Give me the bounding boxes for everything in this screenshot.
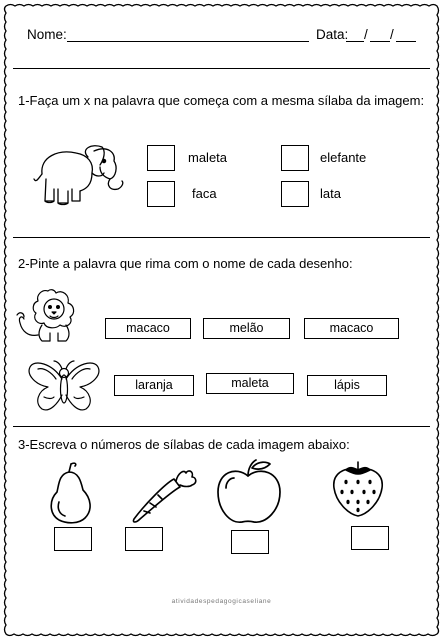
rhyme-word-box[interactable]: maleta <box>206 373 294 394</box>
option-word: elefante <box>320 150 367 165</box>
rhyme-word-box[interactable]: melão <box>203 318 290 339</box>
rhyme-word-box[interactable]: macaco <box>105 318 191 339</box>
syllable-answer-box[interactable] <box>351 526 389 550</box>
option-word: faca <box>192 186 217 201</box>
date-year-field[interactable] <box>396 41 416 42</box>
separator-line <box>13 68 430 69</box>
date-day-field[interactable] <box>346 41 364 42</box>
checkbox-faca[interactable] <box>147 181 175 207</box>
elephant-image <box>30 139 132 217</box>
carrot-image <box>126 465 198 525</box>
date-separator: / <box>390 27 394 42</box>
checkbox-lata[interactable] <box>281 181 309 207</box>
section1-title: 1-Faça um x na palavra que começa com a mesma sílaba da imagem: <box>18 93 425 108</box>
rhyme-word-box[interactable]: lápis <box>307 375 387 396</box>
date-label: Data: <box>316 27 349 42</box>
lion-image <box>14 285 100 345</box>
date-month-field[interactable] <box>370 41 390 42</box>
footer-credit: atividadespedagogicaseliane <box>171 598 272 605</box>
rhyme-word-box[interactable]: macaco <box>304 318 399 339</box>
strawberry-image <box>330 460 386 518</box>
apple-image <box>214 458 284 526</box>
rhyme-word-box[interactable]: laranja <box>114 375 194 396</box>
syllable-answer-box[interactable] <box>231 530 269 554</box>
option-word: lata <box>320 186 341 201</box>
option-word: maleta <box>188 150 228 165</box>
date-separator: / <box>364 27 368 42</box>
checkbox-elefante[interactable] <box>281 145 309 171</box>
pear-image <box>45 462 97 524</box>
butterfly-image <box>26 357 102 415</box>
name-field[interactable] <box>67 41 309 42</box>
syllable-answer-box[interactable] <box>54 527 92 551</box>
section2-title: 2-Pinte a palavra que rima com o nome de cada desenho: <box>18 256 353 271</box>
separator-line <box>13 426 430 427</box>
syllable-answer-box[interactable] <box>125 527 163 551</box>
name-label: Nome: <box>27 27 67 42</box>
section3-title: 3-Escreva o números de sílabas de cada imagem abaixo: <box>18 437 350 452</box>
separator-line <box>13 237 430 238</box>
checkbox-maleta[interactable] <box>147 145 175 171</box>
